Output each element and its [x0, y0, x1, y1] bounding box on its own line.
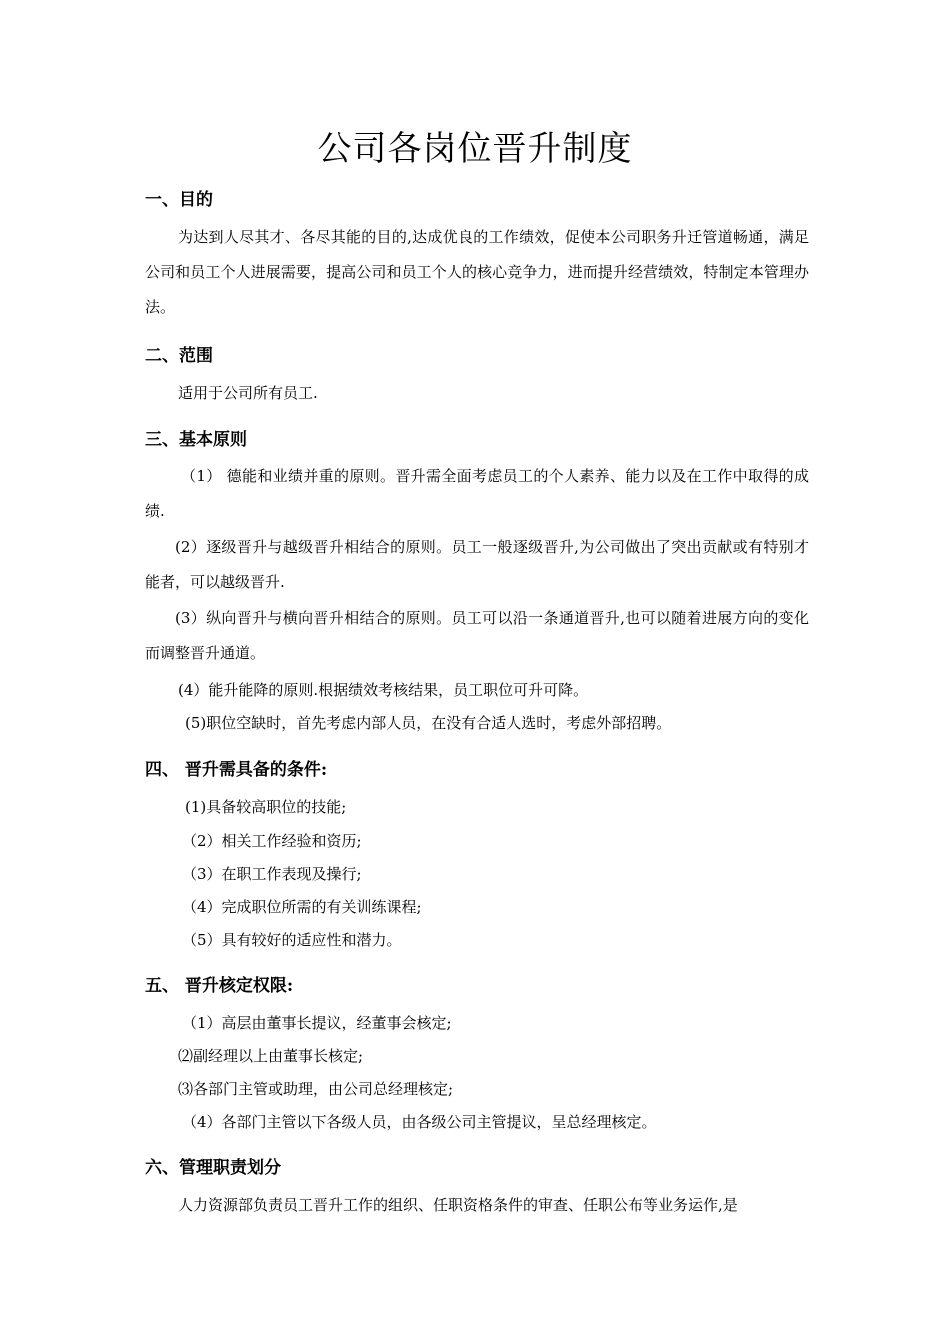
principle-item: (3）纵向晋升与横向晋升相结合的原则。员工可以沿一条通道晋升,也可以随着进展方向的变化而调整晋升通道。	[145, 609, 809, 662]
section-heading-scope: 二、范围	[145, 346, 213, 366]
section-paragraph-purpose: 为达到人尽其才、各尽其能的目的,达成优良的工作绩效，促使本公司职务升迁管道畅通，满足公司和员工个人进展需要，提高公司和员工个人的核心竞争力，进而提升经营绩效，特制定本管理办法。	[145, 228, 809, 316]
section-paragraph-scope: 适用于公司所有员工.	[178, 384, 318, 402]
section-heading-purpose: 一、目的	[145, 190, 213, 210]
document-title: 公司各岗位晋升制度	[317, 129, 633, 169]
requirement-item: （5）具有较好的适应性和潜力。	[182, 931, 402, 949]
authority-item: （1）高层由董事长提议，经董事会核定;	[182, 1014, 452, 1032]
authority-item: （4）各部门主管以下各级人员，由各级公司主管提议，呈总经理核定。	[182, 1113, 657, 1131]
principle-item: （1） 德能和业绩并重的原则。晋升需全面考虑员工的个人素养、能力以及在工作中取得的成绩.	[145, 467, 809, 520]
section-heading-responsibilities: 六、管理职责划分	[145, 1158, 281, 1178]
principle-item: (5)职位空缺时，首先考虑内部人员，在没有合适人选时，考虑外部招聘。	[185, 714, 672, 732]
requirement-item: （3）在职工作表现及操行;	[182, 865, 362, 883]
requirement-item: (1)具备较高职位的技能;	[185, 798, 347, 816]
principle-item: (4）能升能降的原则.根据绩效考核结果，员工职位可升可降。	[178, 681, 589, 699]
principle-item: (2）逐级晋升与越级晋升相结合的原则。员工一般逐级晋升,为公司做出了突出贡献或有特别才能者，可以越级晋升.	[145, 538, 809, 591]
section-heading-requirements: 四、 晋升需具备的条件:	[145, 760, 328, 780]
requirement-item: （4）完成职位所需的有关训练课程;	[182, 898, 422, 916]
requirement-item: （2）相关工作经验和资历;	[182, 832, 362, 850]
authority-item: ⑶各部门主管或助理，由公司总经理核定;	[178, 1080, 454, 1098]
section-paragraph-responsibilities: 人力资源部负责员工晋升工作的组织、任职资格条件的审查、任职公布等业务运作,是	[178, 1196, 738, 1214]
section-heading-principles: 三、基本原则	[145, 430, 247, 450]
section-heading-authority: 五、 晋升核定权限:	[145, 976, 294, 996]
authority-item: ⑵副经理以上由董事长核定;	[178, 1047, 364, 1065]
